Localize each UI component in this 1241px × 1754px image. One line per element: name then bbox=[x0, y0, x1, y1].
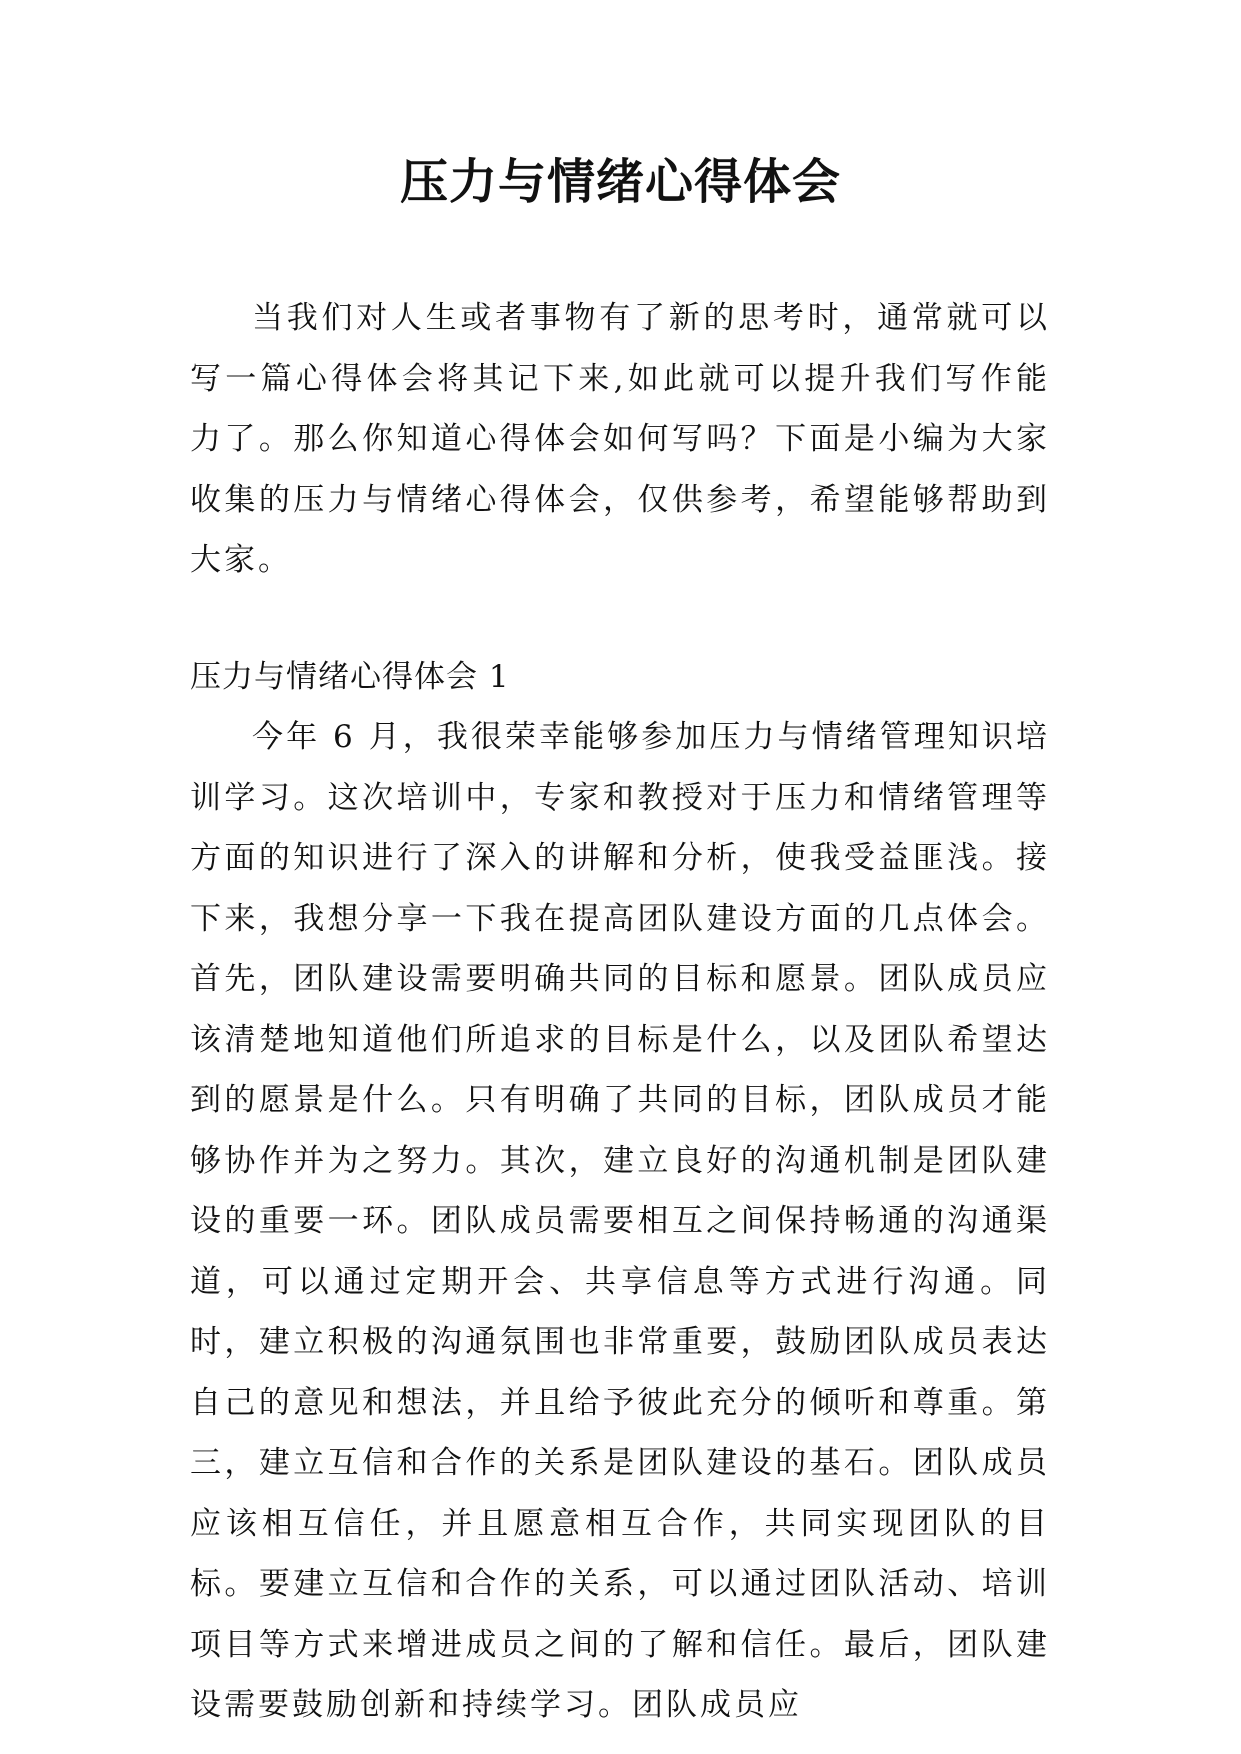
document-title: 压力与情绪心得体会 bbox=[399, 154, 841, 210]
section-heading: 压力与情绪心得体会 1 bbox=[190, 658, 510, 695]
document-body bbox=[190, 288, 1050, 1736]
section-paragraph: 今年 6 月，我很荣幸能够参加压力与情绪管理知识培训学习。这次培训中，专家和教授对于压力和情绪管理等方面的知识进行了深入的讲解和分析，使我受益匪浅。接下来，我想分享一下我在提高团队建设方面的几点体会。首先，团队建设需要明确共同的目标和愿景。团队成员应该清楚地知道他们所追求的目标是什么，以及团队希望达到的愿景是什么。只有明确了共同的目标，团队成员才能够协作并为之努力。其次，建立良好的沟通机制是团队建设的重要一环。团队成员需要相互之间保持畅通的沟通渠道，可以通过定期开会、共享信息等方式进行沟通。同时，建立积极的沟通氛围也非常重要，鼓励团队成员表达自己的意见和想法，并且给予彼此充分的倾听和尊重。第三，建立互信和合作的关系是团队建设的基石。团队成员应该相互信任，并且愿意相互合作，共同实现团队的目标。要建立互信和合作的关系，可以通过团队活动、培训项目等方式来增进成员之间的了解和信任。最后，团队建设需要鼓励创新和持续学习。团队成员应 bbox=[190, 719, 1050, 1723]
paragraph-gap bbox=[190, 591, 1050, 647]
intro-paragraph: 当我们对人生或者事物有了新的思考时，通常就可以写一篇心得体会将其记下来,如此就可以提升我们写作能力了。那么你知道心得体会如何写吗？下面是小编为大家收集的压力与情绪心得体会，仅供参考，希望能够帮助到大家。 bbox=[190, 300, 1050, 578]
